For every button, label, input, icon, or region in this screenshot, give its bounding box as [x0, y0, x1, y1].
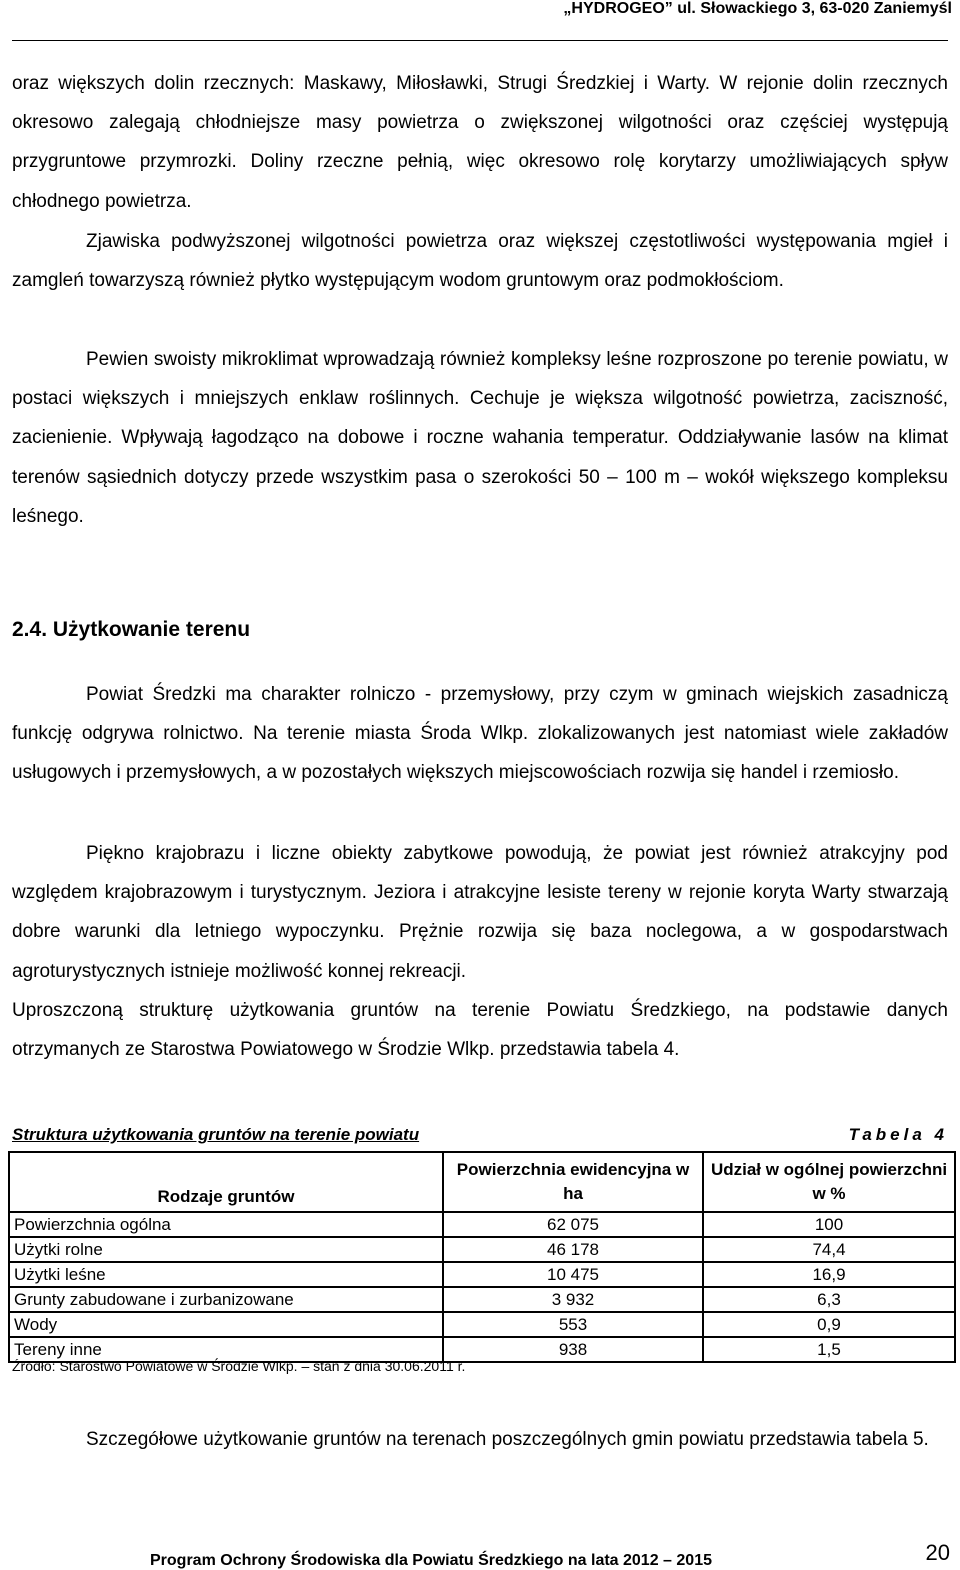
document-header: „HYDROGEO” ul. Słowackiego 3, 63-020 Zaniemyśl	[563, 0, 952, 17]
cell-area: 553	[443, 1312, 703, 1337]
cell-share: 1,5	[703, 1337, 955, 1362]
cell-share: 6,3	[703, 1287, 955, 1312]
page-number: 20	[925, 1540, 950, 1565]
header-rule	[12, 40, 948, 41]
table-row	[9, 1212, 955, 1237]
cell-share: 100	[703, 1212, 955, 1237]
cell-land-type: Powierzchnia ogólna	[9, 1212, 443, 1237]
table-number: Tabela 4	[848, 1125, 948, 1144]
table-caption	[12, 1125, 948, 1145]
paragraph-county-character: Powiat Średzki ma charakter rolniczo - przemysłowy, przy czym w gminach wiejskich zasadniczą funkcję odgrywa rolnictwo. Na terenie miasta Środa Wlkp. zlokalizowanych jest natomiast wiele zakładów usługowych i przemysłowych, a w pozostałych większych miejscowościach rozwija się handel i rzemiosło.	[12, 684, 948, 784]
cell-land-type: Użytki rolne	[9, 1237, 443, 1262]
cell-land-type: Grunty zabudowane i zurbanizowane	[9, 1287, 443, 1312]
cell-share: 0,9	[703, 1312, 955, 1337]
paragraph-forests: Pewien swoisty mikroklimat wprowadzają również kompleksy leśne rozproszone po terenie powiatu, w postaci większych i mniejszych enklaw roślinnych. Cechuje je większa wilgotność powietrza, zaciszność, zacienienie. Wpływają łagodząco na dobowe i roczne wahania temperatur. Oddziaływanie lasów na klimat terenów sąsiednich dotyczy przede wszystkim pasa o szerokości 50 – 100 m – wokół większego kompleksu leśnego.	[12, 349, 948, 527]
table-row	[9, 1312, 955, 1337]
column-header-land-type: Rodzaje gruntów	[9, 1152, 443, 1212]
cell-share: 74,4	[703, 1237, 955, 1262]
paragraph-table-intro: Uproszczoną strukturę użytkowania gruntów na terenie Powiatu Średzkiego, na podstawie danych otrzymanych ze Starostwa Powiatowego w Środzie Wlkp. przedstawia tabela 4.	[12, 1000, 948, 1061]
cell-area: 10 475	[443, 1262, 703, 1287]
cell-land-type: Użytki leśne	[9, 1262, 443, 1287]
cell-area: 938	[443, 1337, 703, 1362]
table-row	[9, 1237, 955, 1262]
cell-area: 3 932	[443, 1287, 703, 1312]
paragraph-table5-reference: Szczegółowe użytkowanie gruntów na terenach poszczególnych gmin powiatu przedstawia tabela 5.	[86, 1429, 929, 1450]
cell-area: 46 178	[443, 1237, 703, 1262]
table-row	[9, 1262, 955, 1287]
land-use-table	[8, 1151, 956, 1363]
paragraph-valleys: oraz większych dolin rzecznych: Maskawy, Miłosławki, Strugi Średzkiej i Warty. W rejonie dolin rzecznych okresowo zalegają chłodniejsze masy powietrza o zwiększonej wilgotności oraz częściej występują przygruntowe przymrozki. Doliny rzeczne pełnią, więc okresowo rolę korytarzy umożliwiających spływ chłodnego powietrza.	[12, 73, 948, 212]
column-header-share: Udział w ogólnej powierzchni w %	[703, 1152, 955, 1212]
footer-title: Program Ochrony Środowiska dla Powiatu Średzkiego na lata 2012 – 2015	[150, 1552, 712, 1569]
table-row	[9, 1287, 955, 1312]
paragraph-humidity: Zjawiska podwyższonej wilgotności powietrza oraz większej częstotliwości występowania mgieł i zamgleń towarzyszą również płytko występującym wodom gruntowym oraz podmokłościom.	[12, 231, 948, 292]
column-header-area: Powierzchnia ewidencyjna w ha	[443, 1152, 703, 1212]
cell-area: 62 075	[443, 1212, 703, 1237]
section-title: 2.4. Użytkowanie terenu	[12, 618, 251, 641]
cell-land-type: Wody	[9, 1312, 443, 1337]
cell-land-type: Tereny inne	[9, 1337, 443, 1362]
table-header-row	[9, 1152, 955, 1212]
cell-share: 16,9	[703, 1262, 955, 1287]
paragraph-landscape: Piękno krajobrazu i liczne obiekty zabytkowe powodują, że powiat jest również atrakcyjny pod względem krajobrazowym i turystycznym. Jeziora i atrakcyjne lesiste tereny w rejonie koryta Warty stwarzają dobre warunki dla letniego wypoczynku. Prężnie rozwija się baza noclegowa, a w gospodarstwach agroturystycznych istnieje możliwość konnej rekreacji.	[12, 843, 948, 982]
table-source-note: Źródło: Starostwo Powiatowe w Środzie Wlkp. – stan z dnia 30.06.2011 r.	[12, 1358, 466, 1374]
table-title: Struktura użytkowania gruntów na terenie powiatu	[12, 1125, 420, 1144]
